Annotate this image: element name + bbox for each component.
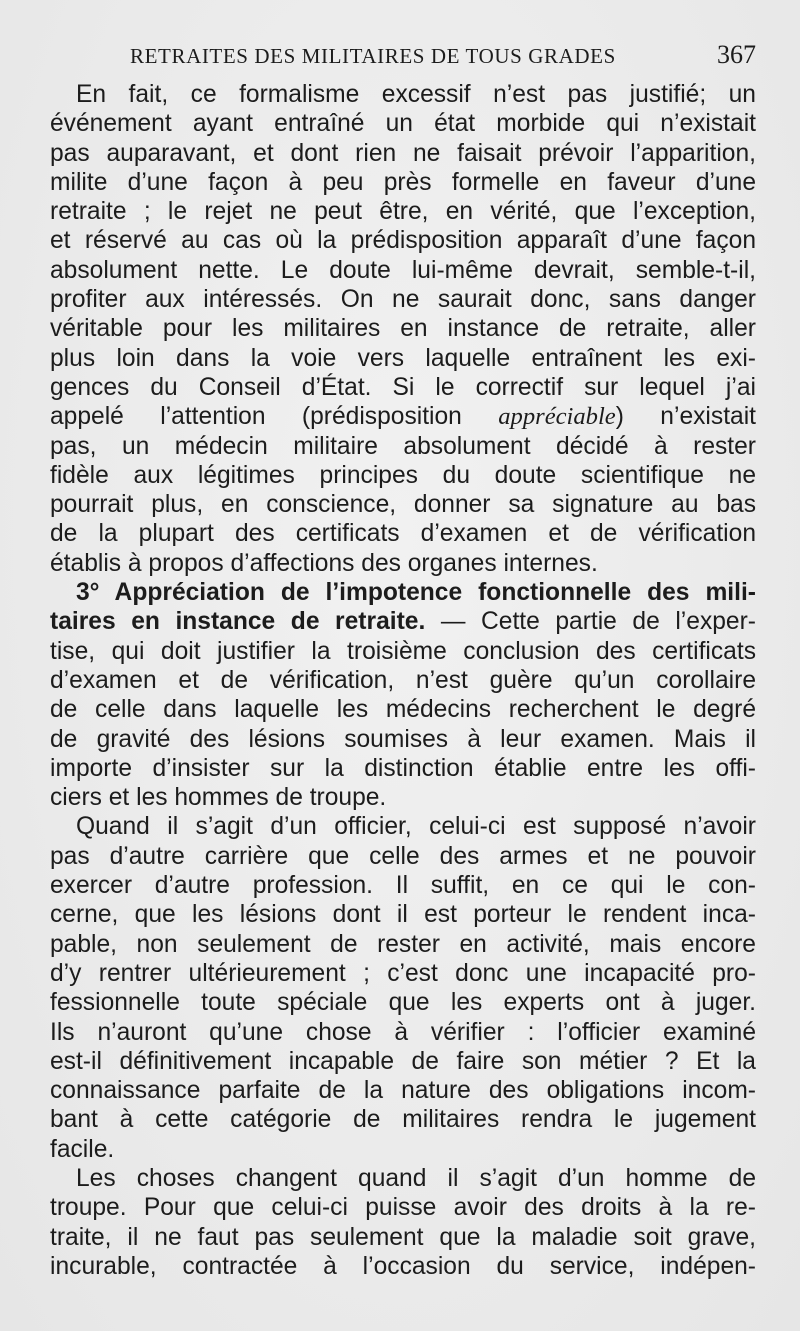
text-line: de celle dans laquelle les médecins recherchent le degré xyxy=(50,696,756,724)
text-line: de la plupart des certificats d’examen et de vérification xyxy=(50,520,756,548)
text-line: Ils n’auront qu’une chose à vérifier : l’officier examiné xyxy=(50,1018,756,1046)
body-text xyxy=(50,80,756,1281)
text-line: d’y rentrer ultérieurement ; c’est donc une incapacité pro- xyxy=(50,959,756,987)
text-line: et réservé au cas où la prédisposition apparaît d’une façon xyxy=(50,227,756,255)
text-run: appelé l’attention (prédisposition xyxy=(50,403,499,431)
section-heading: 3° Appréciation de l’impotence fonctionnelle des mili- xyxy=(76,579,756,607)
text-line: Les choses changent quand il s’agit d’un homme de xyxy=(76,1164,756,1192)
text-line: fessionnelle toute spéciale que les experts ont à juger. xyxy=(50,989,756,1017)
running-title: RETRAITES DES MILITAIRES DE TOUS GRADES xyxy=(130,44,616,68)
text-line: fidèle aux légitimes principes du doute scientifique ne xyxy=(50,461,756,489)
text-line: exercer d’autre profession. Il suffit, en ce qui le con- xyxy=(50,872,756,900)
text-line: événement ayant entraîné un état morbide qui n’existait xyxy=(50,110,756,138)
text-line: Quand il s’agit d’un officier, celui-ci est supposé n’avoir xyxy=(76,813,756,841)
text-line: pas d’autre carrière que celle des armes et ne pouvoir xyxy=(50,842,756,870)
text-line: troupe. Pour que celui-ci puisse avoir des droits à la re- xyxy=(50,1194,756,1222)
text-line: établis à propos d’affections des organes internes. xyxy=(50,549,598,577)
text-line: pas, un médecin militaire absolument décidé à rester xyxy=(50,432,756,460)
text-run: — Cette partie de l’exper- xyxy=(425,608,756,636)
text-line: profiter aux intéressés. On ne saurait donc, sans danger xyxy=(50,286,756,314)
section-heading-line xyxy=(50,578,756,607)
text-line: milite d’une façon à peu près formelle en faveur d’une xyxy=(50,168,756,196)
text-line: incurable, contractée à l’occasion du service, indépen- xyxy=(50,1252,756,1280)
text-line: plus loin dans la voie vers laquelle entraînent les exi- xyxy=(50,344,756,372)
text-line: retraite ; le rejet ne peut être, en vérité, que l’exception, xyxy=(50,198,756,226)
text-line: cerne, que les lésions dont il est porteur le rendent inca- xyxy=(50,901,756,929)
text-line: traite, il ne faut pas seulement que la maladie soit grave, xyxy=(50,1223,756,1251)
text-line: absolument nette. Le doute lui-même devrait, semble-t-il, xyxy=(50,256,756,284)
text-line xyxy=(50,607,756,636)
text-line: connaissance parfaite de la nature des obligations incom- xyxy=(50,1077,756,1105)
text-line: pable, non seulement de rester en activité, mais encore xyxy=(50,930,756,958)
text-line: bant à cette catégorie de militaires rendra le jugement xyxy=(50,1106,756,1134)
page-number: 367 xyxy=(717,40,756,69)
italic-term: appréciable xyxy=(498,403,616,431)
text-line: est-il définitivement incapable de faire son métier ? Et la xyxy=(50,1047,756,1075)
running-head xyxy=(50,40,756,74)
text-line: gences du Conseil d’État. Si le correctif sur lequel j’ai xyxy=(50,373,756,401)
text-line: tise, qui doit justifier la troisième conclusion des certificats xyxy=(50,637,756,665)
text-line: d’examen et de vérification, n’est guère qu’un corollaire xyxy=(50,666,756,694)
text-line: pourrait plus, en conscience, donner sa signature au bas xyxy=(50,491,756,519)
text-line xyxy=(50,402,756,431)
section-heading: taires en instance de retraite. xyxy=(50,608,426,636)
text-line: véritable pour les militaires en instance de retraite, aller xyxy=(50,315,756,343)
text-line: En fait, ce formalisme excessif n’est pas justifié; un xyxy=(76,81,756,108)
text-run: ) n’existait xyxy=(615,403,756,431)
text-line: ciers et les hommes de troupe. xyxy=(50,784,387,812)
text-line: facile. xyxy=(50,1135,115,1163)
text-line: importe d’insister sur la distinction établie entre les offi- xyxy=(50,754,756,782)
text-line: de gravité des lésions soumises à leur examen. Mais il xyxy=(50,725,756,753)
text-line: pas auparavant, et dont rien ne faisait prévoir l’apparition, xyxy=(50,139,756,167)
